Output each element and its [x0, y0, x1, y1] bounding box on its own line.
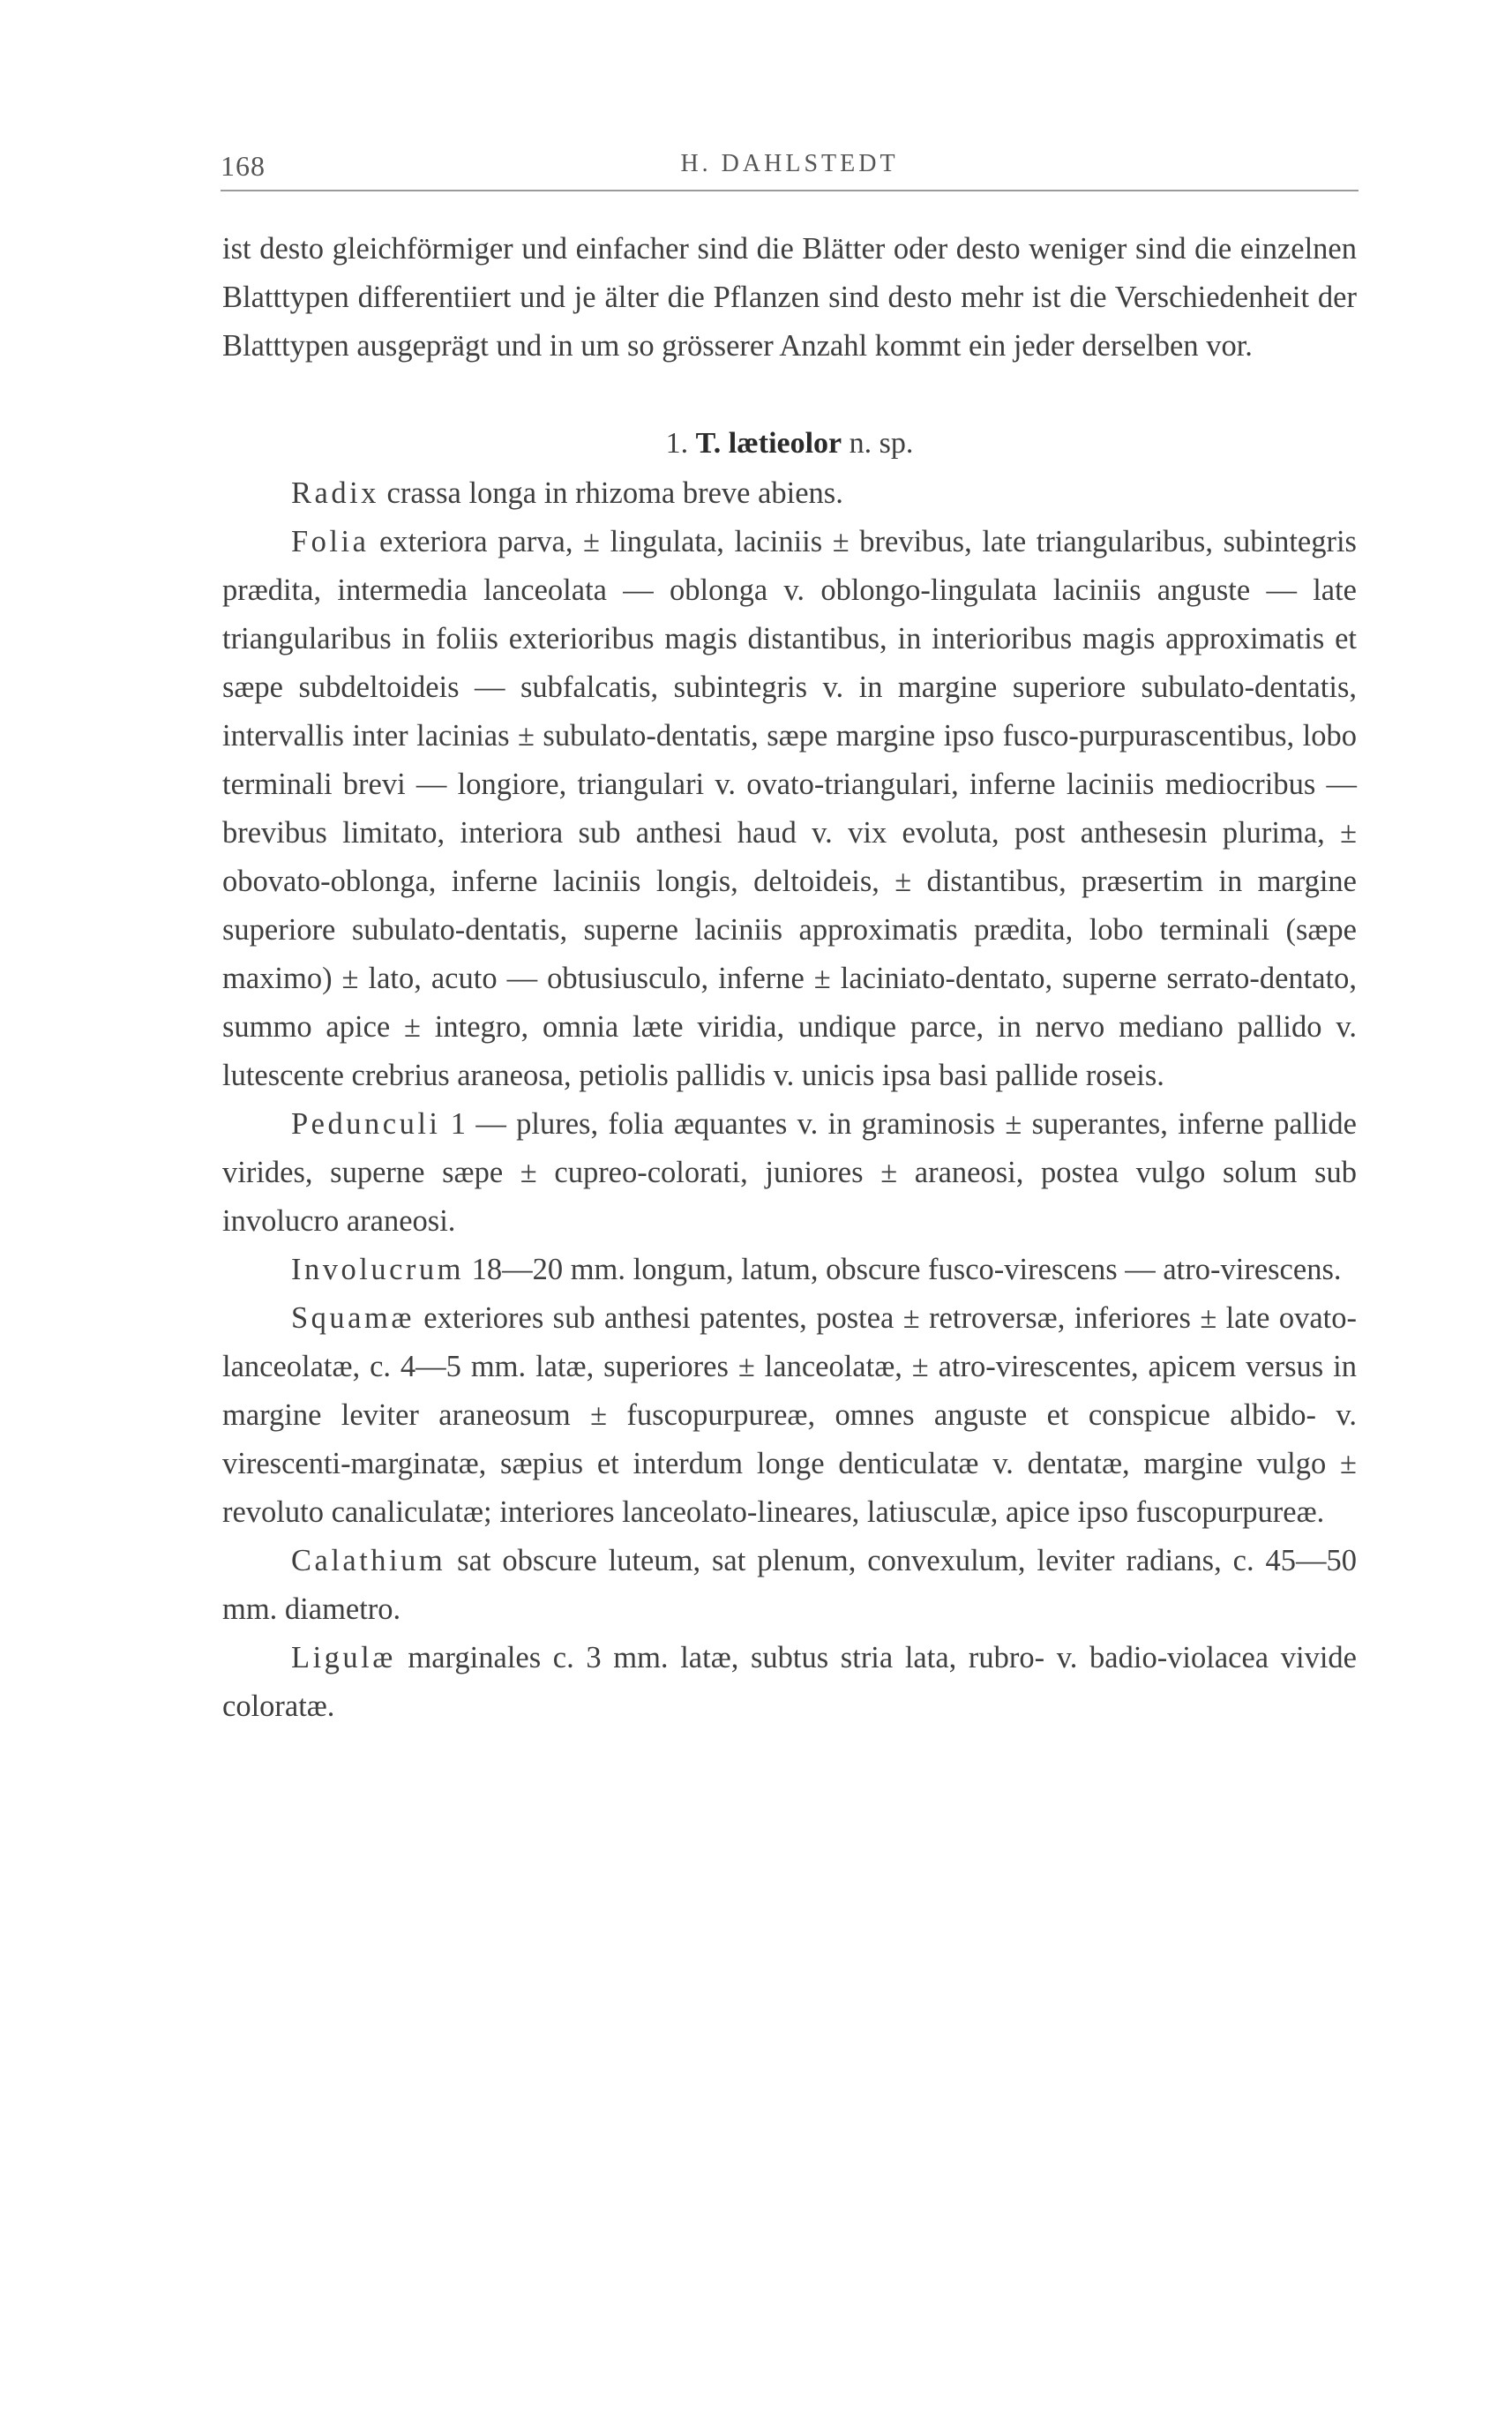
paragraph-text: exteriores sub anthesi patentes, postea ± retroversæ, inferiores ± late ovato-lanceolatæ, c. 4—5 mm. latæ, superiores ± lanceolatæ, ± atro-virescentes, apicem versus in margine leviter araneosum ± fuscopurpureæ, omnes anguste et conspicue albido- v. virescenti-marginatæ, sæpius et interdum longe denticulatæ v. dentatæ, margine vulgo ± revoluto canaliculatæ; interiores lanceolato-lineares, latiusculæ, apice ipso fuscopurpureæ.: [222, 1301, 1357, 1529]
paragraph-text: exteriora parva, ± lingulata, laciniis ± brevibus, late triangularibus, subintegris prædita, intermedia lanceolata — oblonga v. oblongo-lingulata laciniis anguste — late triangularibus in foliis exterioribus magis distantibus, in interioribus magis approximatis et sæpe subdeltoideis — subfalcatis, subintegris v. in margine superiore subulato-dentatis, intervallis inter lacinias ± subulato-dentatis, sæpe margine ipso fusco-purpurascentibus, lobo terminali brevi — longiore, triangulari v. ovato-triangulari, inferne laciniis mediocribus — brevibus limitato, interiora sub anthesi haud v. vix evoluta, post anthesesin plurima, ± obovato-oblonga, inferne laciniis longis, deltoideis, ± distantibus, præsertim in margine superiore subulato-dentatis, superne laciniis approximatis prædita, lobo terminali (sæpe maximo) ± lato, acuto — obtusiusculo, inferne ± laciniato-dentato, superne serrato-dentato, summo apice ± integro, omnia læte viridia, undique parce, in nervo mediano pallido v. lutescente crebrius araneosa, petiolis pallidis v. unicis ipsa basi pallide roseis.: [222, 525, 1357, 1092]
paragraph-term: Radix: [291, 476, 379, 510]
paragraph-involucrum: [222, 1246, 1357, 1294]
paragraph-radix: [222, 469, 1357, 518]
paragraph-text: sat obscure luteum, sat plenum, convexulum, leviter radians, c. 45—50 mm. diametro.: [222, 1544, 1357, 1626]
running-head: H. DAHLSTEDT: [680, 150, 899, 177]
species-epithet: lætieolor: [728, 427, 842, 460]
species-number: 1.: [665, 427, 689, 460]
paragraph-squamae: [222, 1294, 1357, 1537]
paragraph-term: Folia: [291, 525, 370, 558]
paragraph-text: crassa longa in rhizoma breve abiens.: [378, 476, 843, 510]
paragraph-folia: [222, 518, 1357, 1100]
body-text: [222, 225, 1357, 1731]
paragraph-calathium: [222, 1537, 1357, 1634]
page-number: 168: [221, 150, 266, 182]
paragraph-pedunculi: [222, 1100, 1357, 1246]
paragraph-ligulae: [222, 1634, 1357, 1731]
paragraph-term: Squamæ: [291, 1301, 415, 1335]
species-heading: [222, 419, 1357, 468]
paragraph-term: Calathium: [291, 1544, 446, 1577]
species-status: n. sp.: [849, 427, 914, 460]
paragraph-text: 1 — plures, folia æquantes v. in graminosis ± superantes, inferne pallide virides, superne sæpe ± cupreo-colorati, juniores ± araneosi, postea vulgo solum sub involucro araneosi.: [222, 1107, 1357, 1238]
paragraph-term: Ligulæ: [291, 1641, 396, 1674]
paragraph-term: Pedunculi: [291, 1107, 441, 1141]
header-rule: [221, 190, 1359, 191]
intro-paragraph: ist desto gleichförmiger und einfacher sind die Blätter oder desto weniger sind die einzelnen Blatttypen differentiiert und je älter die Pflanzen sind desto mehr ist die Verschiedenheit der Blatttypen ausgeprägt und in um so grösserer Anzahl kommt ein jeder derselben vor.: [222, 232, 1357, 363]
paragraph-text: marginales c. 3 mm. latæ, subtus stria lata, rubro- v. badio-violacea vivide coloratæ.: [222, 1641, 1357, 1723]
paragraph-term: Involucrum: [291, 1253, 464, 1286]
species-genus: T.: [695, 427, 722, 460]
paragraph-text: 18—20 mm. longum, latum, obscure fusco-virescens — atro-virescens.: [463, 1253, 1342, 1286]
page-header: [221, 150, 1359, 189]
